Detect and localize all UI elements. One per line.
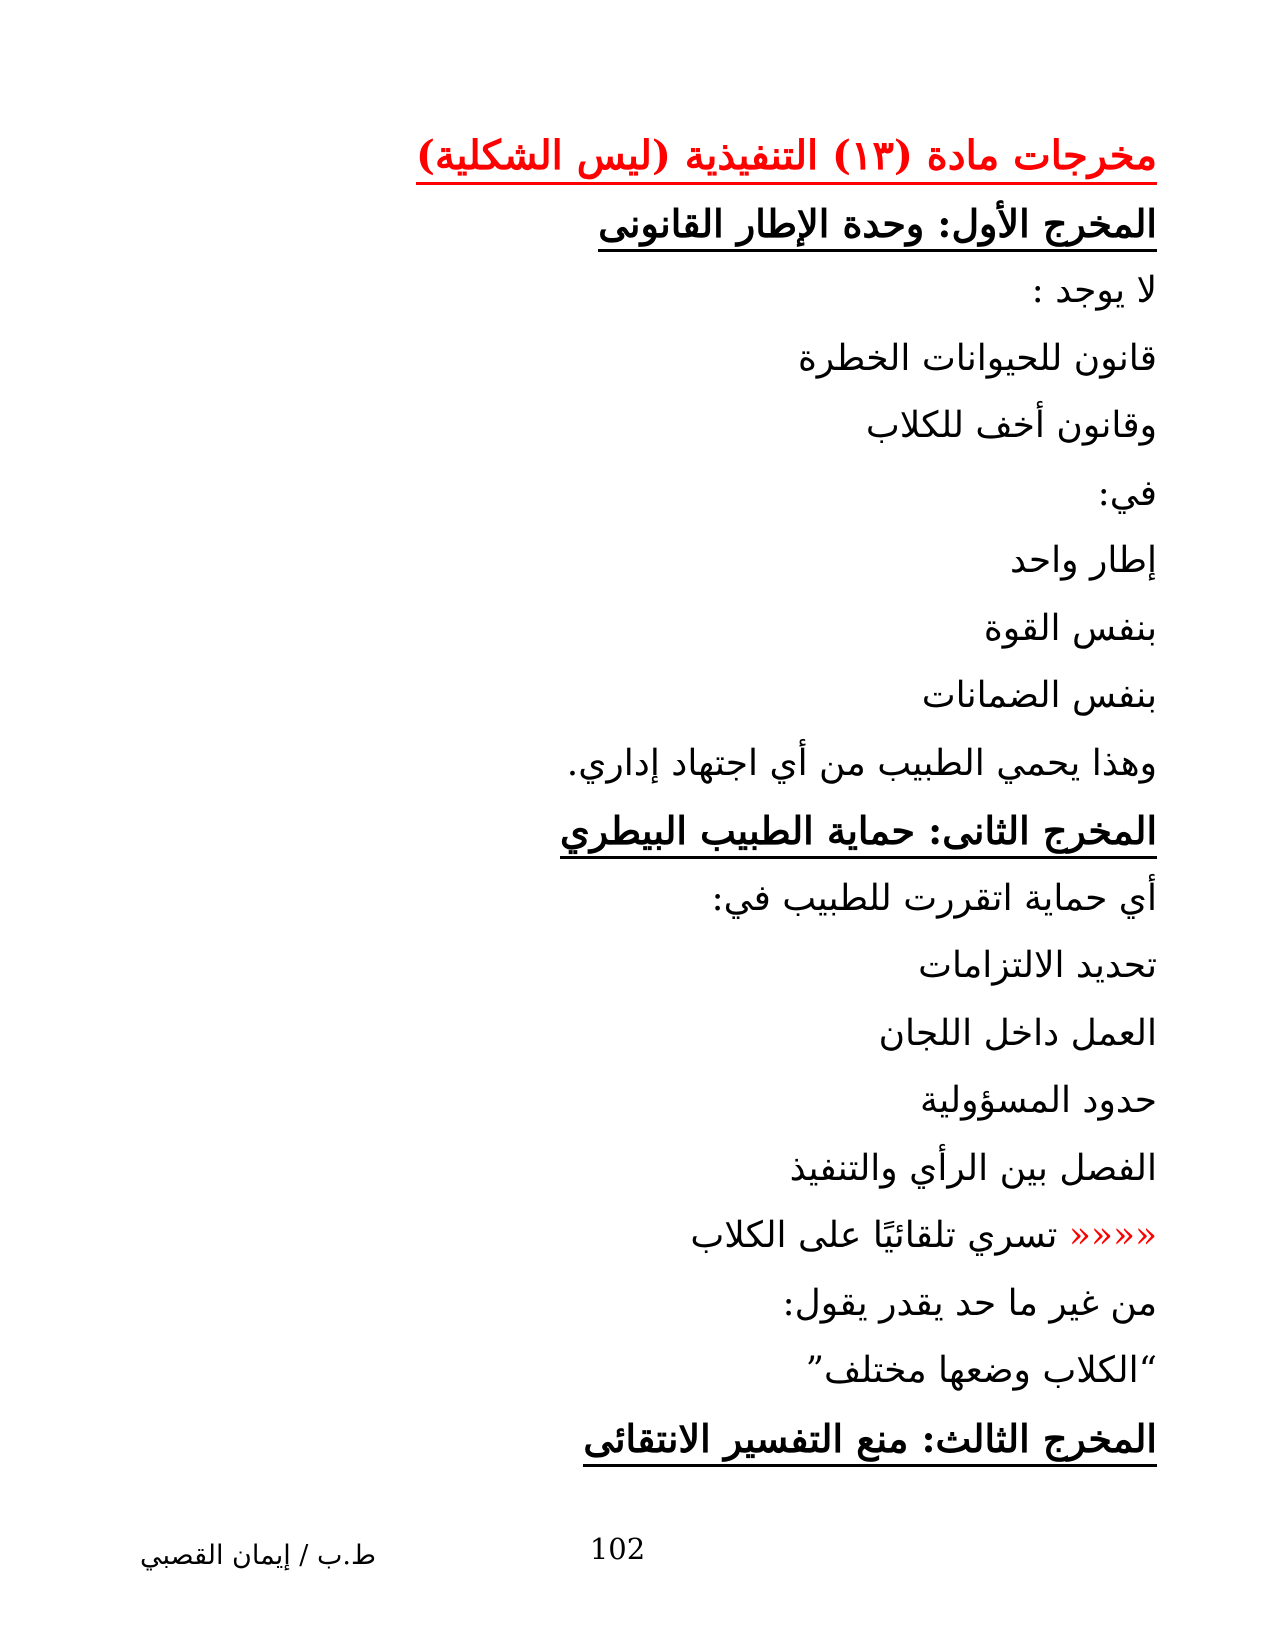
body-line-text: قانون للحيوانات الخطرة bbox=[797, 337, 1157, 379]
body-line-text: بنفس القوة bbox=[983, 607, 1157, 649]
body-line-text: تحديد الالتزامات bbox=[918, 945, 1157, 986]
body-line-text: وقانون أخف للكلاب bbox=[865, 405, 1157, 446]
body-line-text: أي حماية اتقررت للطبيب في: bbox=[711, 877, 1157, 919]
section-heading bbox=[110, 797, 1157, 865]
body-line bbox=[110, 257, 1157, 325]
body-line bbox=[110, 1067, 1157, 1135]
body-line-text: بنفس الضمانات bbox=[921, 675, 1157, 716]
body-line bbox=[110, 595, 1157, 663]
body-line-text: من غير ما حد يقدر يقول: bbox=[782, 1282, 1157, 1324]
document-title bbox=[110, 122, 1157, 190]
body-line-text: وهذا يحمي الطبيب من أي اجتهاد إداري. bbox=[566, 742, 1157, 784]
red-guillemet-marker: «««« bbox=[1068, 1215, 1157, 1256]
body-line bbox=[110, 932, 1157, 1000]
body-line-text: الفصل بين الرأي والتنفيذ bbox=[789, 1147, 1157, 1189]
body-line bbox=[110, 527, 1157, 595]
section-heading-text: المخرج الثالث: منع التفسير الانتقائى bbox=[583, 1416, 1157, 1467]
body-line bbox=[110, 1135, 1157, 1203]
body-line bbox=[110, 865, 1157, 933]
body-line bbox=[110, 1337, 1157, 1405]
body-line bbox=[110, 1000, 1157, 1068]
section-heading bbox=[110, 190, 1157, 258]
body-line bbox=[110, 460, 1157, 528]
document-sections bbox=[110, 190, 1157, 1473]
body-line-text: في: bbox=[1097, 472, 1157, 514]
body-line bbox=[110, 392, 1157, 460]
section-heading-text: المخرج الثانى: حماية الطبيب البيطري bbox=[560, 808, 1157, 859]
body-line-text: لا يوجد : bbox=[1031, 270, 1157, 311]
body-line-text: إطار واحد bbox=[1010, 540, 1157, 581]
body-line bbox=[110, 1202, 1157, 1270]
body-line-text: تسري تلقائيًا على الكلاب bbox=[690, 1215, 1058, 1256]
body-line-text: العمل داخل اللجان bbox=[878, 1012, 1157, 1054]
body-line-text: حدود المسؤولية bbox=[919, 1080, 1157, 1121]
body-line bbox=[110, 662, 1157, 730]
body-line-text: “الكلاب وضعها مختلف” bbox=[805, 1350, 1157, 1391]
footer-author-credit: ط.ب / إيمان القصبي bbox=[140, 1540, 376, 1571]
section-heading-text: المخرج الأول: وحدة الإطار القانونى bbox=[598, 201, 1157, 252]
section-heading bbox=[110, 1405, 1157, 1473]
body-line bbox=[110, 1270, 1157, 1338]
body-line bbox=[110, 325, 1157, 393]
body-line bbox=[110, 730, 1157, 798]
footer-page-number: 102 bbox=[589, 1532, 646, 1566]
document-title-text: مخرجات مادة (١٣) التنفيذية (ليس الشكلية) bbox=[416, 132, 1157, 185]
document-content bbox=[110, 0, 1157, 1472]
